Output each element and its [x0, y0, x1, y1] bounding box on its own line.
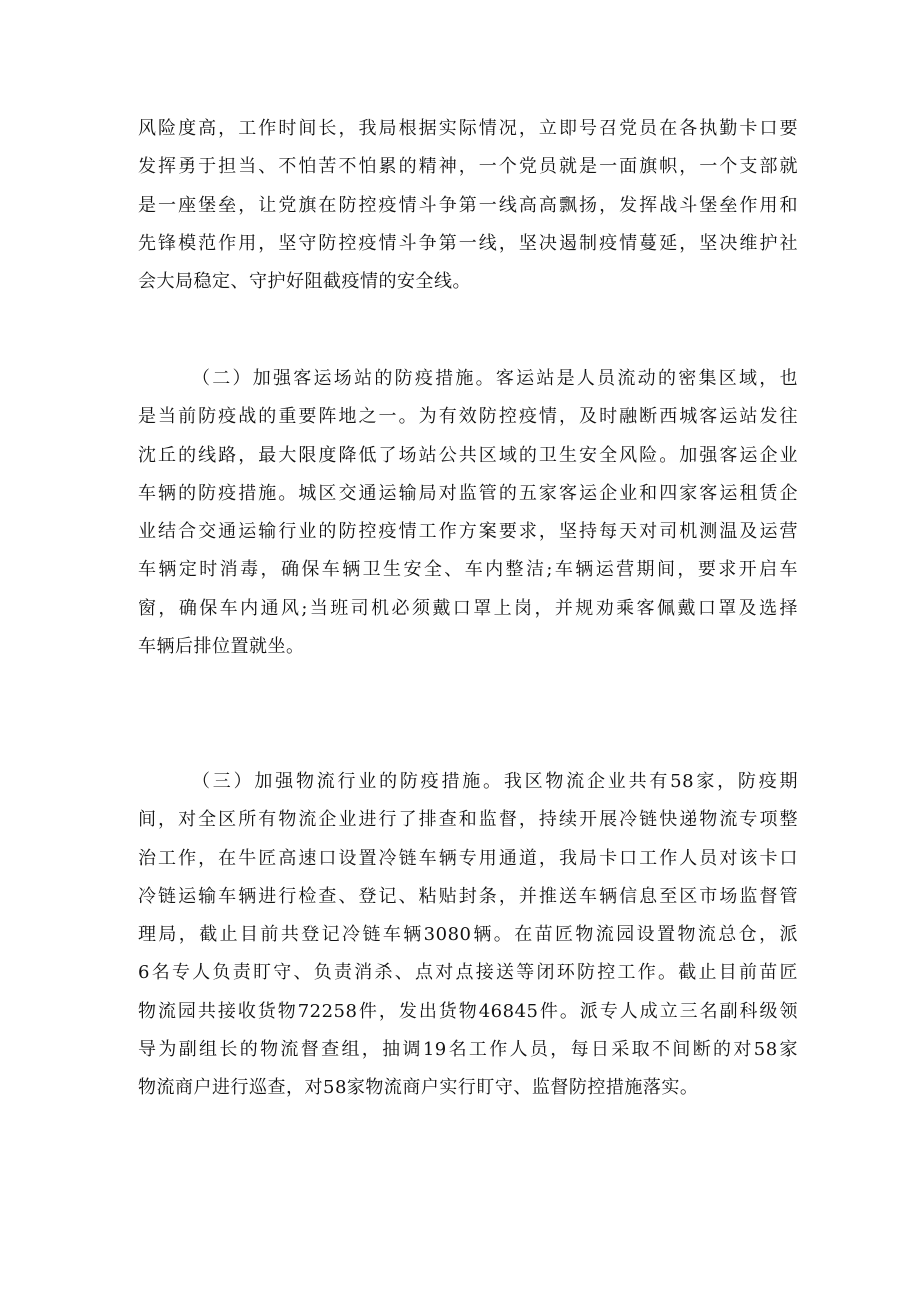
text-line: （三）加强物流行业的防疫措施。我区物流企业共有58家，防疫期	[192, 771, 798, 792]
text-line: 6名专人负责盯守、负责消杀、点对点接送等闭环防控工作。截止目前苗匠	[138, 962, 798, 984]
text-line: 导为副组长的物流督查组，抽调19名工作人员，每日采取不间断的对58家	[138, 1039, 798, 1061]
text-line: 车辆的防疫措施。城区交通运输局对监管的五家客运企业和四家客运租赁企	[138, 482, 798, 504]
text-line: 车辆后排位置就坐。	[138, 636, 305, 658]
paragraph-passenger-stations	[138, 360, 798, 666]
text-line: 间，对全区所有物流企业进行了排查和监督，持续开展冷链快递物流专项整	[138, 809, 798, 831]
text-line: 冷链运输车辆进行检查、登记、粘贴封条，并推送车辆信息至区市场监督管	[138, 885, 798, 907]
text-line: 沈丘的线路，最大限度降低了场站公共区域的卫生安全风险。加强客运企业	[138, 444, 798, 466]
text-line: 是当前防疫战的重要阵地之一。为有效防控疫情，及时融断西城客运站发往	[138, 406, 798, 428]
text-line: （二）加强客运场站的防疫措施。客运站是人员流动的密集区域，也	[192, 368, 798, 389]
text-line: 先锋模范作用，坚守防控疫情斗争第一线，坚决遏制疫情蔓延，坚决维护社	[138, 232, 798, 254]
paragraph-logistics	[138, 763, 798, 1108]
paragraph-party-members	[138, 110, 798, 301]
text-line: 物流商户进行巡查，对58家物流商户实行盯守、监督防控措施落实。	[138, 1077, 699, 1099]
text-line: 会大局稳定、守护好阻截疫情的安全线。	[138, 271, 471, 293]
text-line: 发挥勇于担当、不怕苦不怕累的精神，一个党员就是一面旗帜，一个支部就	[138, 156, 798, 178]
text-line: 业结合交通运输行业的防控疫情工作方案要求，坚持每天对司机测温及运营	[138, 521, 798, 543]
text-line: 是一座堡垒，让党旗在防控疫情斗争第一线高高飘扬，发挥战斗堡垒作用和	[138, 194, 798, 216]
text-line: 窗，确保车内通风;当班司机必须戴口罩上岗，并规劝乘客佩戴口罩及选择	[138, 597, 798, 619]
text-line: 物流园共接收货物72258件，发出货物46845件。派专人成立三名副科级领	[138, 1000, 798, 1022]
text-line: 风险度高，工作时间长，我局根据实际情况，立即号召党员在各执勤卡口要	[138, 118, 798, 139]
text-line: 治工作，在牛匠高速口设置冷链车辆专用通道，我局卡口工作人员对该卡口	[138, 847, 798, 869]
text-line: 车辆定时消毒，确保车辆卫生安全、车内整洁;车辆运营期间，要求开启车	[138, 559, 798, 581]
text-line: 理局，截止目前共登记冷链车辆3080辆。在苗匠物流园设置物流总仓，派	[138, 924, 798, 946]
